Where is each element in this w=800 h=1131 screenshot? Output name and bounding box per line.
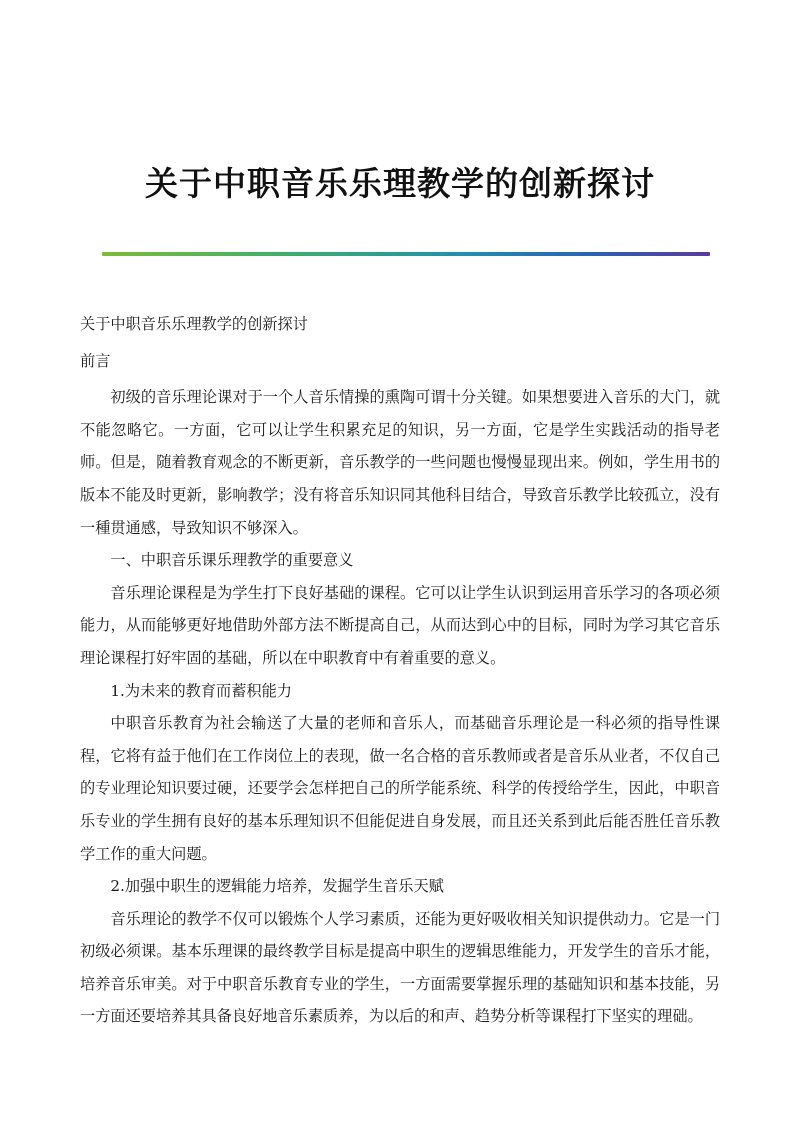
section-heading-significance: 一、中职音乐课乐理教学的重要意义 bbox=[110, 551, 354, 570]
paragraph-intro: 初级的音乐理论课对于一个人音乐情操的熏陶可谓十分关键。如果想要进入音乐的大门，就不能忽略它。一方面，它可以让学生积累充足的知识，另一方面，它是学生实践活动的指导老师。但是，随着教育观念的不断更新，音乐教学的一些问题也慢慢显现出来。例如，学生用书的版本不能及时更新，影响教学；没有将音乐知识同其他科目结合，导致音乐教学比较孤立，没有一種贯通感，导致知识不够深入。 bbox=[80, 388, 720, 537]
paragraph-logic-ability: 音乐理论的教学不仅可以锻炼个人学习素质，还能为更好吸收相关知识提供动力。它是一门初级必须课。基本乐理课的最终教学目标是提高中职生的逻辑思维能力，开发学生的音乐才能，培养音乐审美。对于中职音乐教育专业的学生，一方面需要掌握乐理的基础知识和基本技能，另一方面还要培养其具备良好地音乐素质养，为以后的和声、趋势分析等课程打下坚实的理础。 bbox=[80, 909, 720, 1026]
title-divider bbox=[102, 252, 710, 256]
paragraph-future-ability: 中职音乐教育为社会输送了大量的老师和音乐人，而基础音乐理论是一科必须的指导性课程，它将有益于他们在工作岗位上的表现，做一名合格的音乐教师或者是音乐从业者，不仅自己的专业理论知识要过硬，还要学会怎样把自己的所学能系统、科学的传授给学生，因此，中职音乐专业的学生拥有良好的基本乐理知识不但能促进自身发展，而且还关系到此后能否胜任音乐教学工作的重大问题。 bbox=[80, 714, 720, 863]
document-body bbox=[80, 308, 720, 1033]
preface-label: 前言 bbox=[80, 351, 111, 370]
subheading-logic-ability: 2.加强中职生的逻辑能力培养，发掘学生音乐天赋 bbox=[110, 877, 444, 896]
page-title: 关于中职音乐乐理教学的创新探讨 bbox=[145, 164, 655, 203]
subheading-future-ability: 1.为未来的教育而蓄积能力 bbox=[110, 681, 292, 700]
paragraph-significance: 音乐理论课程是为学生打下良好基础的课程。它可以让学生认识到运用音乐学习的各项必须能力，从而能够更好地借助外部方法不断提高自己，从而达到心中的目标，同时为学习其它音乐理论课程打好牢固的基础，所以在中职教育中有着重要的意义。 bbox=[80, 583, 720, 667]
article-heading: 关于中职音乐乐理教学的创新探讨 bbox=[80, 315, 308, 333]
